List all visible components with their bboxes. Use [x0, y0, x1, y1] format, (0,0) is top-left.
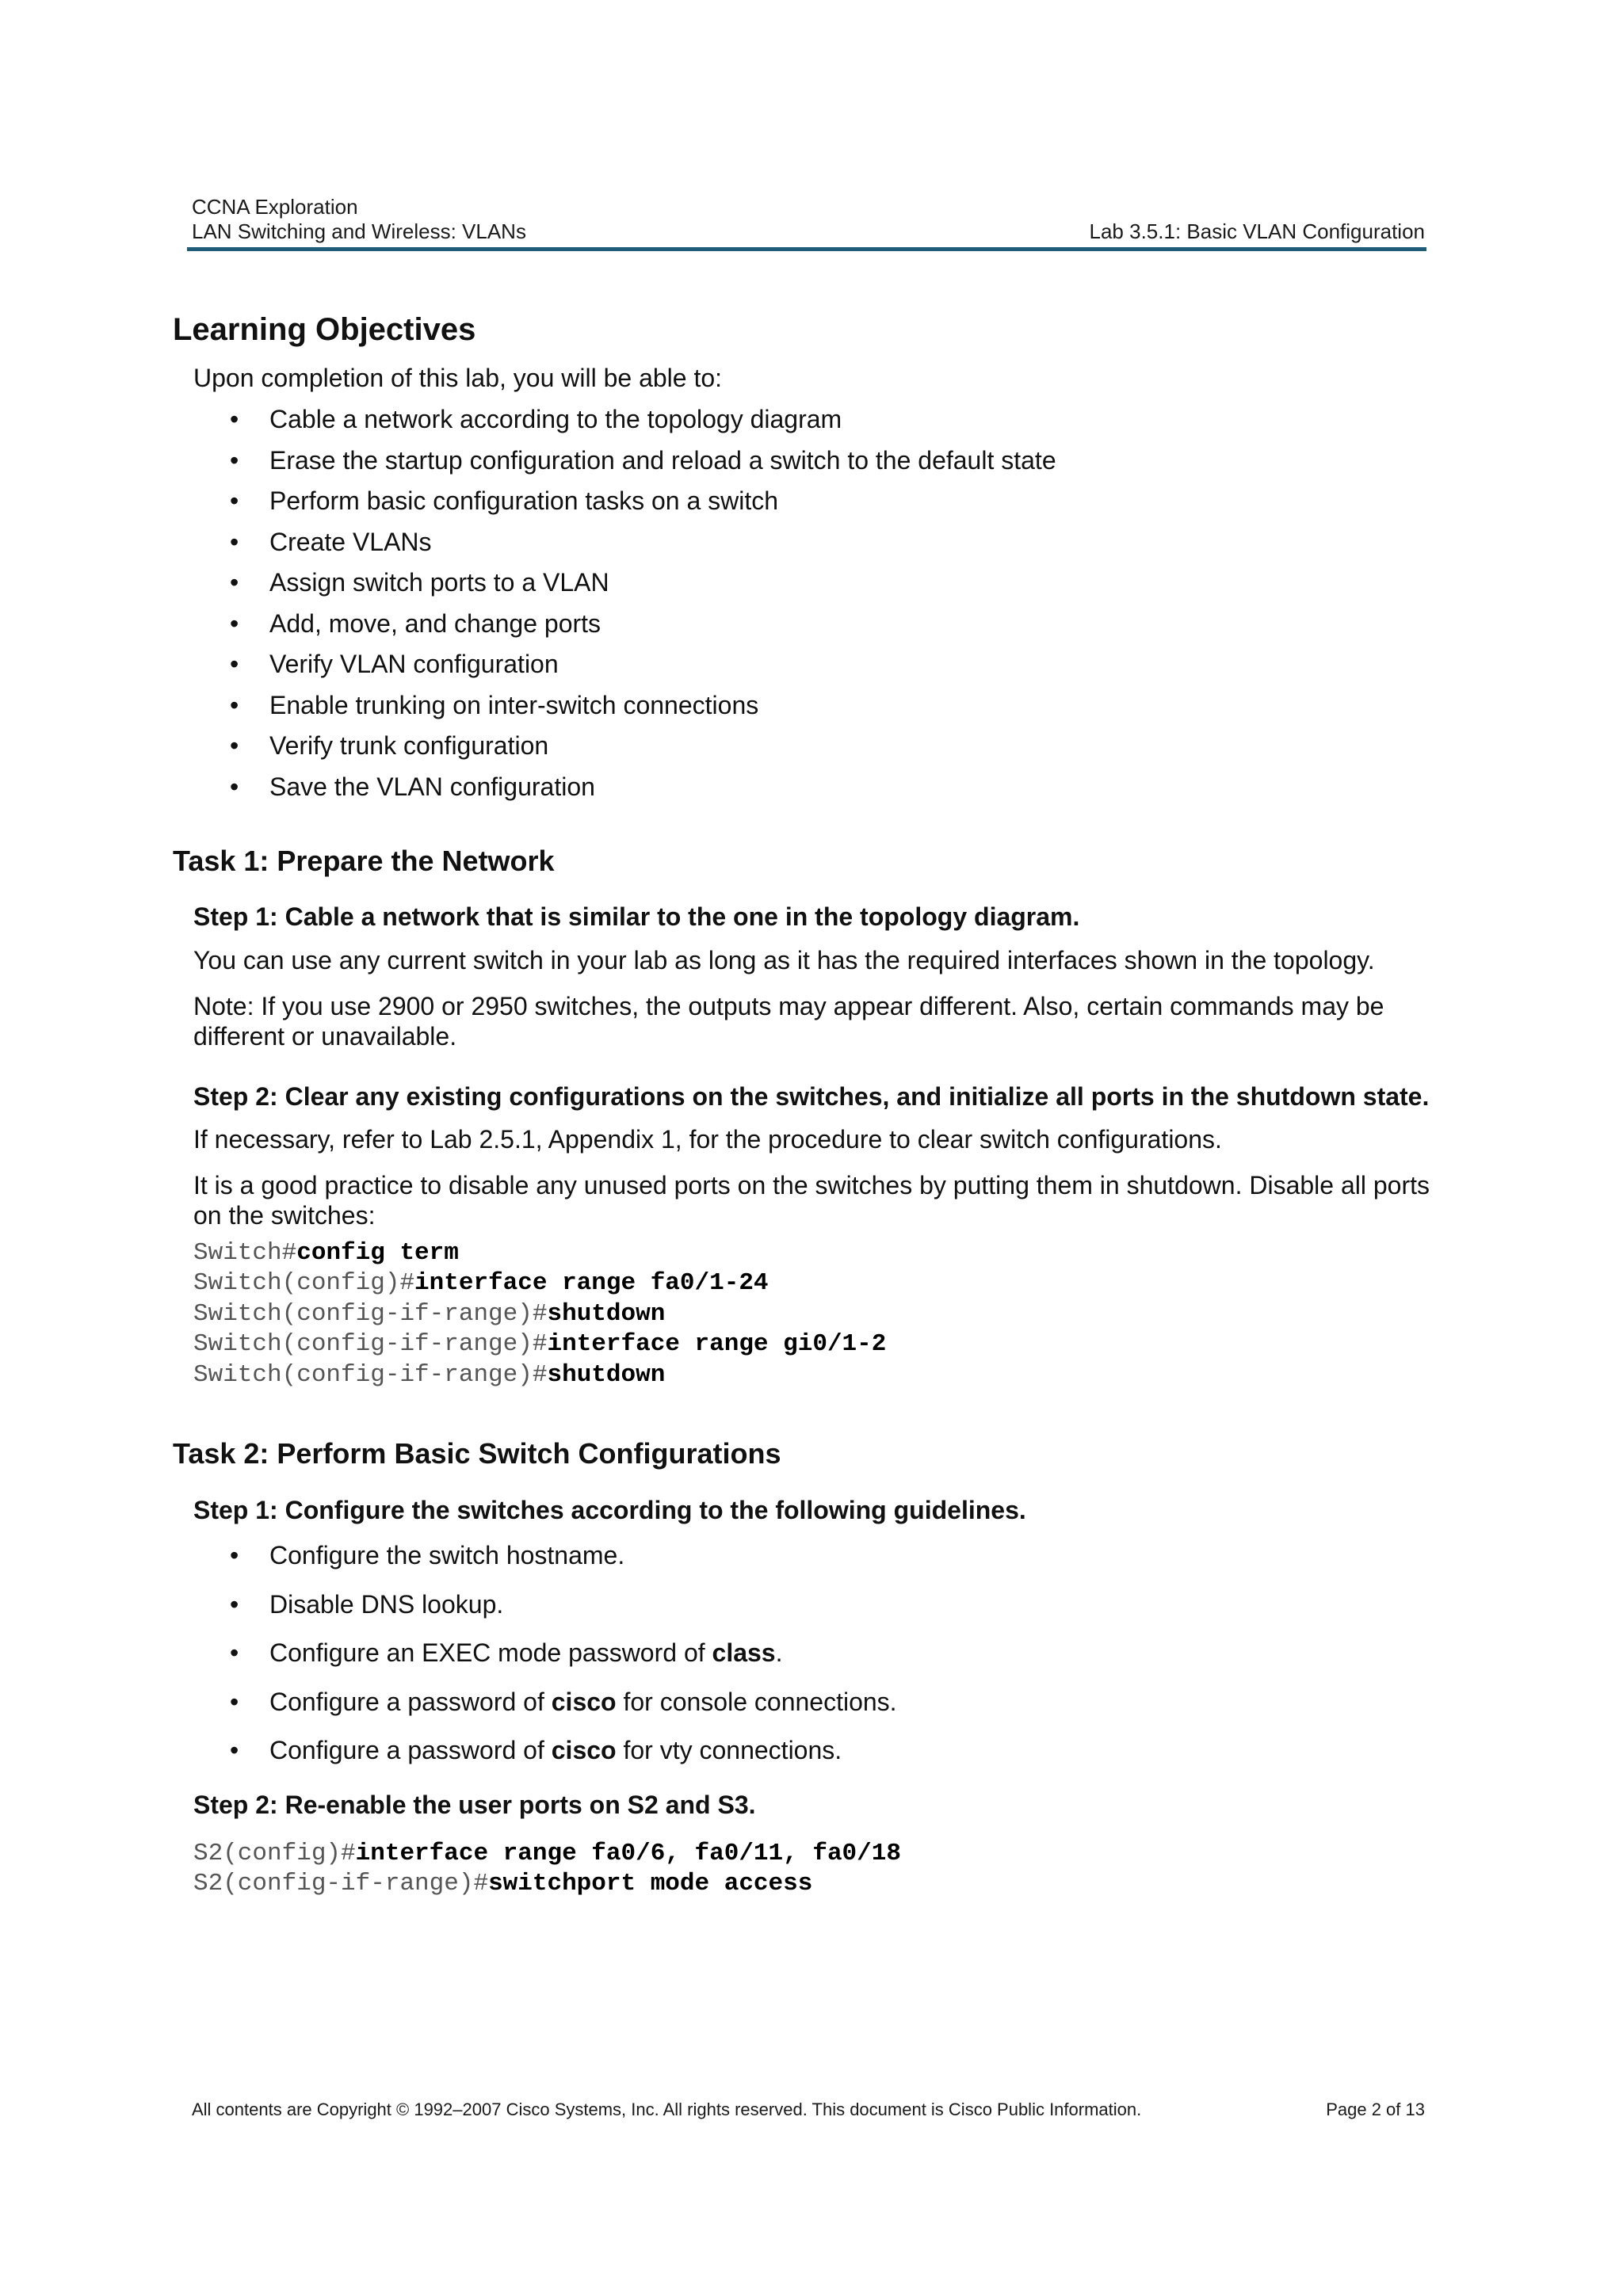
code-command: interface range gi0/1-2 — [547, 1330, 887, 1359]
objective-item: • Save the VLAN configuration — [269, 767, 1465, 808]
task2-section — [173, 1436, 1465, 1899]
code-prompt: Switch# — [193, 1238, 297, 1267]
learning-objectives-heading: Learning Objectives — [173, 312, 476, 347]
header-lab-title: Lab 3.5.1: Basic VLAN Configuration — [1089, 219, 1425, 243]
task1-step1-para1: You can use any current switch in your lab as long as it has the required interfaces shown in the topology. — [193, 945, 1375, 974]
objective-item: • Verify trunk configuration — [269, 726, 1465, 767]
objective-item: • Cable a network according to the topology diagram — [269, 399, 1465, 441]
code-prompt: Switch(config-if-range)# — [193, 1330, 548, 1359]
footer-copyright: All contents are Copyright © 1992–2007 Cisco Systems, Inc. All rights reserved. This document is Cisco Public Information. — [192, 2100, 1142, 2119]
task1-code-block — [193, 1238, 1465, 1391]
objective-item: • Create VLANs — [269, 522, 1465, 563]
header-module: LAN Switching and Wireless: VLANs — [192, 219, 526, 243]
code-line — [193, 1839, 1465, 1870]
code-command: shutdown — [547, 1360, 666, 1389]
task1-step1-heading: Step 1: Cable a network that is similar to the one in the topology diagram. — [193, 902, 1080, 932]
code-prompt: Switch(config-if-range)# — [193, 1360, 548, 1389]
guideline-emphasis: cisco — [551, 1736, 617, 1765]
header-course: CCNA Exploration — [192, 195, 358, 219]
code-command: config term — [296, 1238, 459, 1267]
learning-objectives-section — [173, 311, 1465, 807]
task2-step2-heading: Step 2: Re-enable the user ports on S2 and S3. — [193, 1790, 756, 1819]
code-line — [193, 1329, 1465, 1360]
code-command: shutdown — [547, 1299, 666, 1328]
header-rule — [187, 247, 1426, 251]
objectives-intro: Upon completion of this lab, you will be able to: — [193, 364, 723, 392]
code-line — [193, 1299, 1465, 1330]
guidelines-list — [173, 1531, 1465, 1775]
guideline-text: Configure an EXEC mode password of — [269, 1638, 712, 1668]
objectives-list — [173, 399, 1465, 807]
objective-item: • Verify VLAN configuration — [269, 644, 1465, 685]
task1-step1-note: Note: If you use 2900 or 2950 switches, the outputs may appear different. Also, certain commands may be different or unavailable. — [193, 991, 1384, 1051]
guideline-item: • Configure the switch hostname. — [269, 1531, 1465, 1581]
code-line — [193, 1238, 1465, 1269]
task1-heading: Task 1: Prepare the Network — [173, 845, 555, 877]
guideline-emphasis: cisco — [551, 1687, 617, 1716]
objective-item: • Erase the startup configuration and reload a switch to the default state — [269, 441, 1465, 482]
guideline-item: • Disable DNS lookup. — [269, 1581, 1465, 1630]
page-footer — [192, 2100, 1425, 2120]
guideline-item — [269, 1726, 1465, 1775]
guideline-emphasis: class — [712, 1638, 776, 1668]
objective-item: • Add, move, and change ports — [269, 604, 1465, 645]
code-prompt: Switch(config-if-range)# — [193, 1299, 548, 1328]
code-prompt: S2(config)# — [193, 1839, 356, 1867]
code-line — [193, 1268, 1465, 1299]
guideline-text: Configure a password of — [269, 1736, 552, 1765]
task2-code-block — [193, 1839, 1465, 1900]
guideline-text: for console connections. — [616, 1687, 897, 1716]
task1-step2-heading: Step 2: Clear any existing configurations on the switches, and initialize all ports in the shutdown state. — [193, 1081, 1430, 1111]
code-line — [193, 1869, 1465, 1900]
code-prompt: S2(config-if-range)# — [193, 1870, 489, 1898]
task2-heading: Task 2: Perform Basic Switch Configurations — [173, 1437, 781, 1470]
objective-item: • Assign switch ports to a VLAN — [269, 563, 1465, 604]
code-line — [193, 1360, 1465, 1391]
footer-page-number: Page 2 of 13 — [1326, 2100, 1425, 2119]
objective-item: • Perform basic configuration tasks on a switch — [269, 481, 1465, 522]
task1-step2-para2: It is a good practice to disable any unused ports on the switches by putting them in shutdown. Disable all ports on the switches: — [193, 1170, 1430, 1230]
main-content — [173, 311, 1465, 1900]
code-prompt: Switch(config)# — [193, 1269, 415, 1298]
task2-step1-heading: Step 1: Configure the switches according to the following guidelines. — [193, 1495, 1026, 1524]
code-command: interface range fa0/1-24 — [414, 1269, 769, 1298]
guideline-item — [269, 1678, 1465, 1727]
guideline-text: Configure a password of — [269, 1687, 552, 1716]
guideline-text: for vty connections. — [616, 1736, 842, 1765]
code-command: switchport mode access — [488, 1870, 813, 1898]
guideline-text: . — [775, 1638, 783, 1668]
task1-section — [173, 844, 1465, 1390]
guideline-item — [269, 1629, 1465, 1678]
task1-step2-para1: If necessary, refer to Lab 2.5.1, Appendix 1, for the procedure to clear switch configurations. — [193, 1124, 1222, 1154]
objective-item: • Enable trunking on inter-switch connections — [269, 685, 1465, 727]
page-header — [192, 195, 1425, 244]
code-command: interface range fa0/6, fa0/11, fa0/18 — [355, 1839, 901, 1867]
